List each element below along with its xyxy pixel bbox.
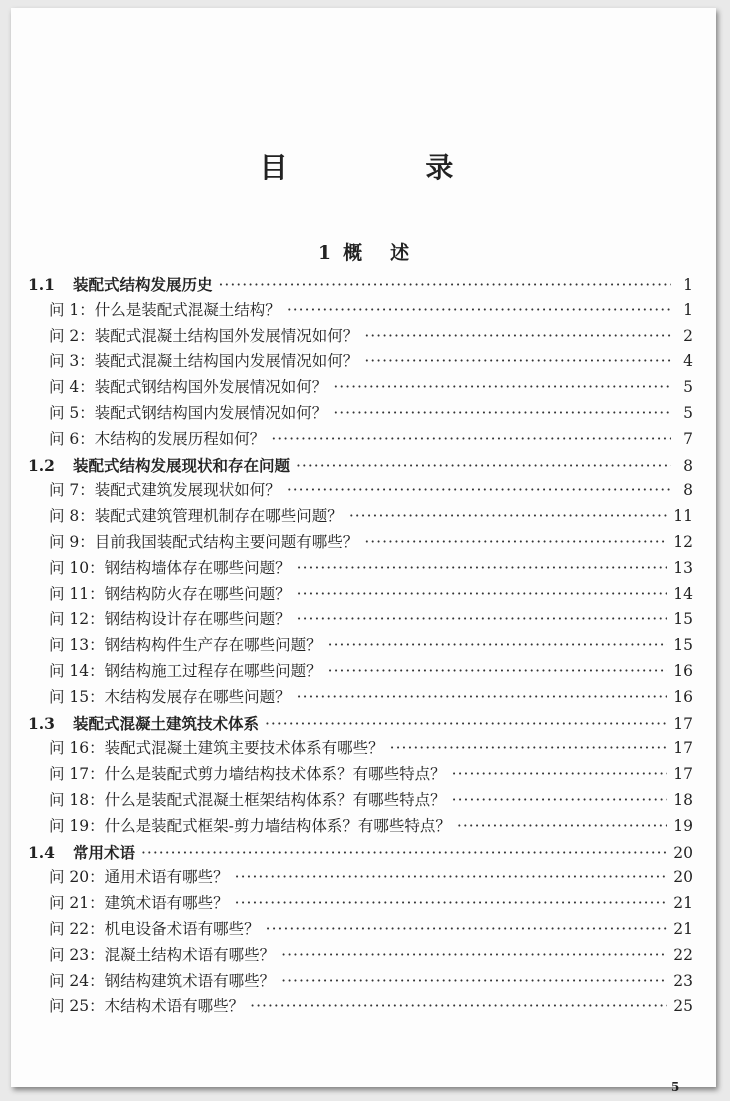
toc-question-entry[interactable]	[28, 556, 693, 582]
entry-number: 问 25：	[49, 997, 105, 1016]
entry-number: 问 6：	[49, 429, 95, 448]
toc-question-entry[interactable]	[28, 943, 693, 969]
entry-label: 钢结构墙体存在哪些问题？	[104, 558, 291, 577]
toc-question-entry[interactable]	[28, 865, 693, 891]
entry-label: 装配式结构发展历史	[72, 275, 213, 294]
toc-question-entry[interactable]	[28, 478, 693, 504]
entry-number: 问 21：	[49, 894, 105, 913]
entry-number: 问 20：	[49, 868, 105, 887]
entry-number: 问 4：	[49, 378, 95, 397]
entry-page-number: 19	[673, 816, 693, 835]
table-of-contents	[28, 272, 693, 1020]
entry-number: 问 9：	[49, 532, 95, 551]
dot-leader	[452, 788, 668, 814]
entry-label: 装配式钢结构国外发展情况如何？	[94, 378, 328, 397]
dot-leader	[281, 943, 667, 969]
chapter-number: 1	[317, 242, 332, 264]
toc-question-entry[interactable]	[28, 917, 693, 943]
toc-question-entry[interactable]	[28, 994, 693, 1020]
toc-question-entry[interactable]	[28, 685, 693, 711]
dot-leader	[218, 273, 671, 299]
entry-page-number: 8	[683, 481, 693, 500]
toc-question-entry[interactable]	[28, 891, 693, 917]
dot-leader	[328, 633, 668, 659]
entry-number: 1.2	[28, 455, 55, 475]
dot-leader	[281, 969, 667, 995]
entry-number: 问 8：	[49, 507, 95, 526]
dot-leader	[349, 504, 667, 530]
toc-section-entry[interactable]	[28, 711, 693, 737]
toc-question-entry[interactable]	[28, 504, 693, 530]
dot-leader	[141, 841, 667, 867]
entry-number: 1.1	[28, 275, 55, 294]
toc-section-entry[interactable]	[28, 840, 693, 866]
entry-number: 问 3：	[49, 352, 95, 371]
entry-number: 问 15：	[49, 687, 105, 706]
entry-page-number: 15	[673, 636, 693, 655]
entry-page-number: 17	[673, 765, 693, 784]
page-number-partial: 5	[671, 1080, 680, 1094]
dot-leader	[266, 917, 668, 943]
entry-number: 问 13：	[49, 636, 105, 655]
entry-label: 装配式混凝土结构国内发展情况如何？	[94, 352, 359, 371]
toc-question-entry[interactable]	[28, 324, 693, 350]
entry-number: 问 18：	[49, 790, 105, 809]
toc-question-entry[interactable]	[28, 762, 693, 788]
dot-leader	[364, 324, 671, 350]
toc-question-entry[interactable]	[28, 349, 693, 375]
dot-leader	[297, 556, 668, 582]
entry-number: 1.4	[28, 842, 55, 862]
entry-label: 钢结构防火存在哪些问题？	[104, 584, 291, 603]
toc-question-entry[interactable]	[28, 788, 693, 814]
chapter-title-b: 述	[390, 242, 410, 264]
dot-leader	[297, 607, 668, 633]
dot-leader	[328, 659, 668, 685]
chapter-heading	[11, 238, 716, 265]
entry-number: 问 12：	[49, 610, 105, 629]
entry-page-number: 12	[673, 532, 693, 551]
entry-number: 问 23：	[49, 945, 105, 964]
toc-question-entry[interactable]	[28, 736, 693, 762]
entry-label: 什么是装配式混凝土结构？	[94, 300, 281, 319]
toc-question-entry[interactable]	[28, 607, 693, 633]
entry-page-number: 16	[673, 661, 693, 680]
chapter-title-a: 概	[343, 242, 363, 264]
entry-page-number: 11	[673, 507, 693, 526]
entry-label: 什么是装配式框架-剪力墙结构体系？有哪些特点？	[104, 816, 451, 835]
entry-label: 目前我国装配式结构主要问题有哪些？	[94, 532, 359, 551]
dot-leader	[390, 736, 668, 762]
dot-leader	[364, 530, 667, 556]
entry-number: 问 14：	[49, 661, 105, 680]
entry-page-number: 25	[673, 997, 693, 1016]
entry-number: 问 1：	[49, 300, 95, 319]
dot-leader	[265, 712, 667, 738]
entry-number: 问 17：	[49, 765, 105, 784]
entry-number: 问 10：	[49, 558, 105, 577]
entry-label: 木结构发展存在哪些问题？	[104, 687, 291, 706]
entry-number: 1.3	[28, 713, 55, 733]
entry-number: 问 16：	[49, 739, 105, 758]
dot-leader	[235, 891, 668, 917]
toc-question-entry[interactable]	[28, 427, 693, 453]
entry-page-number: 1	[683, 276, 693, 294]
entry-label: 装配式混凝土结构国外发展情况如何？	[94, 326, 359, 345]
entry-label: 机电设备术语有哪些？	[104, 919, 260, 938]
entry-label: 建筑术语有哪些？	[104, 894, 229, 913]
dot-leader	[333, 375, 671, 401]
dot-leader	[333, 401, 671, 427]
entry-page-number: 17	[673, 714, 693, 733]
entry-label: 装配式混凝土建筑技术体系	[72, 713, 259, 733]
entry-page-number: 4	[683, 352, 693, 371]
entry-number: 问 5：	[49, 403, 95, 422]
dot-leader	[297, 685, 668, 711]
entry-page-number: 16	[673, 687, 693, 706]
entry-page-number: 14	[673, 584, 693, 603]
toc-question-entry[interactable]	[28, 530, 693, 556]
entry-page-number: 5	[683, 378, 693, 397]
entry-page-number: 20	[673, 868, 693, 887]
dot-leader	[250, 994, 667, 1020]
entry-number: 问 2：	[49, 326, 95, 345]
toc-question-entry[interactable]	[28, 969, 693, 995]
toc-question-entry[interactable]	[28, 814, 693, 840]
entry-page-number: 5	[683, 403, 693, 422]
toc-question-entry[interactable]	[28, 401, 693, 427]
entry-page-number: 17	[673, 739, 693, 758]
entry-label: 钢结构设计存在哪些问题？	[104, 610, 291, 629]
entry-label: 什么是装配式混凝土框架结构体系？有哪些特点？	[104, 790, 446, 809]
entry-label: 什么是装配式剪力墙结构技术体系？有哪些特点？	[104, 765, 446, 784]
entry-label: 装配式建筑发展现状如何？	[94, 481, 281, 500]
entry-number: 问 24：	[49, 971, 105, 990]
document-page	[11, 8, 716, 1094]
toc-section-entry[interactable]	[28, 453, 693, 479]
entry-label: 木结构术语有哪些？	[104, 997, 245, 1016]
entry-number: 问 19：	[49, 816, 105, 835]
toc-question-entry[interactable]	[28, 582, 693, 608]
entry-page-number: 18	[673, 790, 693, 809]
toc-question-entry[interactable]	[28, 659, 693, 685]
toc-question-entry[interactable]	[28, 298, 693, 324]
dot-leader	[364, 349, 671, 375]
dot-leader	[287, 478, 671, 504]
entry-label: 木结构的发展历程如何？	[94, 429, 266, 448]
entry-number: 问 22：	[49, 919, 105, 938]
entry-label: 常用术语	[72, 842, 135, 862]
dot-leader	[297, 582, 668, 608]
dot-leader	[296, 454, 671, 480]
dot-leader	[457, 814, 667, 840]
entry-page-number: 2	[683, 326, 693, 345]
entry-number: 问 11：	[49, 584, 105, 603]
entry-page-number: 22	[673, 945, 693, 964]
dot-leader	[287, 298, 671, 324]
entry-page-number: 8	[683, 456, 693, 475]
entry-label: 钢结构施工过程存在哪些问题？	[104, 661, 322, 680]
entry-label: 通用术语有哪些？	[104, 868, 229, 887]
entry-label: 装配式混凝土建筑主要技术体系有哪些？	[104, 739, 384, 758]
dot-leader	[271, 427, 671, 453]
entry-page-number: 21	[673, 919, 693, 938]
entry-label: 装配式钢结构国内发展情况如何？	[94, 403, 328, 422]
entry-page-number: 1	[683, 300, 693, 319]
dot-leader	[452, 762, 668, 788]
entry-page-number: 23	[673, 971, 693, 990]
entry-label: 装配式建筑管理机制存在哪些问题？	[94, 507, 343, 526]
toc-section-entry[interactable]	[28, 272, 693, 298]
entry-page-number: 7	[683, 429, 693, 448]
dot-leader	[235, 865, 668, 891]
entry-page-number: 20	[673, 843, 693, 862]
entry-page-number: 21	[673, 894, 693, 913]
toc-question-entry[interactable]	[28, 375, 693, 401]
page-title: 目 录	[259, 151, 518, 184]
toc-question-entry[interactable]	[28, 633, 693, 659]
entry-page-number: 13	[673, 558, 693, 577]
entry-page-number: 15	[673, 610, 693, 629]
entry-number: 问 7：	[49, 481, 95, 500]
entry-label: 钢结构构件生产存在哪些问题？	[104, 636, 322, 655]
entry-label: 装配式结构发展现状和存在问题	[72, 455, 290, 475]
entry-label: 钢结构建筑术语有哪些？	[104, 971, 276, 990]
entry-label: 混凝土结构术语有哪些？	[104, 945, 276, 964]
